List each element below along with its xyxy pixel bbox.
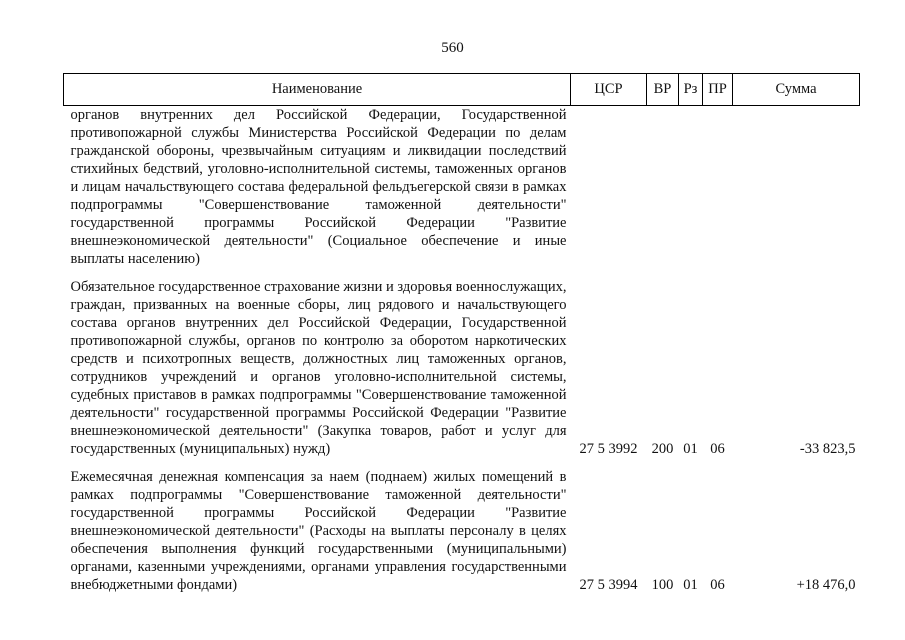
table-row [64, 268, 860, 458]
header-name: Наименование [64, 74, 571, 106]
row-pr: 06 [710, 441, 725, 457]
table-row [64, 106, 860, 269]
row-name [64, 458, 571, 594]
row-csr: 27 5 3992 [579, 441, 638, 457]
row-pr: 06 [710, 577, 725, 593]
header-pr: ПР [703, 74, 733, 106]
table-row [64, 458, 860, 594]
row-rz [679, 106, 703, 269]
header-rz: Рз [679, 74, 703, 106]
row-name-text: Обязательное государственное страхование жизни и здоровья военнослужащих, граждан, призванных на военные сборы, лиц рядового и начальствующего состава органов внутренних дел Российской Федерации, Государственной противопожарной службы, органов по контролю за оборотом наркотических средств и психотропных веществ, должностных лиц таможенных органов, сотрудников учреждений и органов уголовно-исполнительной системы, судебных приставов в рамках подпрограммы "Совершенствование таможенной деятельности" государственной программы Российской Федерации "Развитие внешнеэкономической деятельности" (Закупка товаров, работ и услуг для государственных (муниципальных) нужд) [70, 279, 567, 457]
row-pr [703, 106, 733, 269]
row-vr [647, 106, 679, 269]
page-number: 560 [441, 40, 464, 56]
row-name [64, 106, 571, 269]
header-vr: ВР [647, 74, 679, 106]
row-csr: 27 5 3994 [579, 577, 638, 593]
row-vr: 100 [651, 577, 674, 593]
row-sum: +18 476,0 [796, 577, 856, 593]
row-name [64, 268, 571, 458]
header-csr: ЦСР [571, 74, 647, 106]
row-rz: 01 [683, 577, 698, 593]
table-header-row [64, 74, 860, 106]
row-csr [571, 106, 647, 269]
row-rz: 01 [683, 441, 698, 457]
row-name-text: органов внутренних дел Российской Федерации, Государственной противопожарной службы Министерства Российской Федерации по делам гражданской обороны, чрезвычайным ситуациям и ликвидации последствий стихийных бедствий, уголовно-исполнительной системы, таможенных органов и лицам начальствующего состава федеральной фельдъегерской связи в рамках подпрограммы "Совершенствование таможенной деятельности" государственной программы Российской Федерации "Развитие внешнеэкономической деятельности" (Социальное обеспечение и иные выплаты населению) [70, 107, 567, 267]
header-sum: Сумма [733, 74, 860, 106]
row-vr: 200 [651, 441, 674, 457]
budget-table [63, 73, 860, 594]
row-sum [733, 106, 860, 269]
row-name-text: Ежемесячная денежная компенсация за наем (поднаем) жилых помещений в рамках подпрограммы "Совершенствование таможенной деятельности" государственной программы Российской Федерации "Развитие внешнеэкономической деятельности" (Расходы на выплаты персоналу в целях обеспечения выполнения функций государственными (муниципальными) органами, казенными учреждениями, органами управления государственными внебюджетными фондами) [70, 469, 567, 593]
row-sum: -33 823,5 [799, 441, 856, 457]
